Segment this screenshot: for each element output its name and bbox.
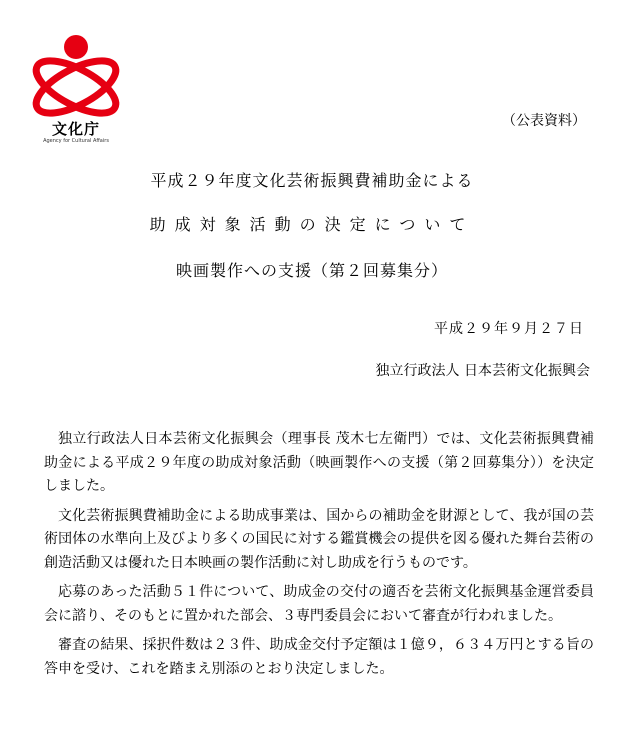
logo-text: 文化庁 <box>51 120 100 138</box>
document-classification: （公表資料） <box>502 113 586 129</box>
logo-emblem-icon <box>26 34 126 124</box>
document-body <box>44 428 594 687</box>
paragraph: 応募のあった活動５１件について、助成金の交付の適否を芸術文化振興基金運営委員会に諮り、そのもとに置かれた部会、３専門委員会において審査が行われました。 <box>44 584 594 624</box>
issuing-organization: 独立行政法人 日本芸術文化振興会 <box>375 363 590 379</box>
agency-logo <box>26 34 126 146</box>
logo-subtitle: Agency for Cultural Affairs <box>43 138 109 144</box>
title-line-2: 助成対象活動の決定について <box>149 215 475 234</box>
document-date: 平成２９年９月２７日 <box>434 321 584 337</box>
title-line-1: 平成２９年度文化芸術振興費補助金による <box>150 171 474 190</box>
title-line-3: 映画製作への支援（第２回募集分） <box>175 261 448 280</box>
paragraph: 文化芸術振興費補助金による助成事業は、国からの補助金を財源として、我が国の芸術団体の水準向上及びより多くの国民に対する鑑賞機会の提供を図る優れた舞台芸術の創造活動又は優れた日本映画の製作活動に対し助成を行うものです。 <box>44 507 594 571</box>
paragraph: 独立行政法人日本芸術文化振興会（理事長 茂木七左衛門）では、文化芸術振興費補助金による平成２９年度の助成対象活動（映画製作への支援（第２回募集分））を決定しました。 <box>44 431 594 494</box>
paragraph: 審査の結果、採択件数は２３件、助成金交付予定額は１億９，６３４万円とする旨の答申を受け、これを踏まえ別添のとおり決定しました。 <box>44 637 594 677</box>
